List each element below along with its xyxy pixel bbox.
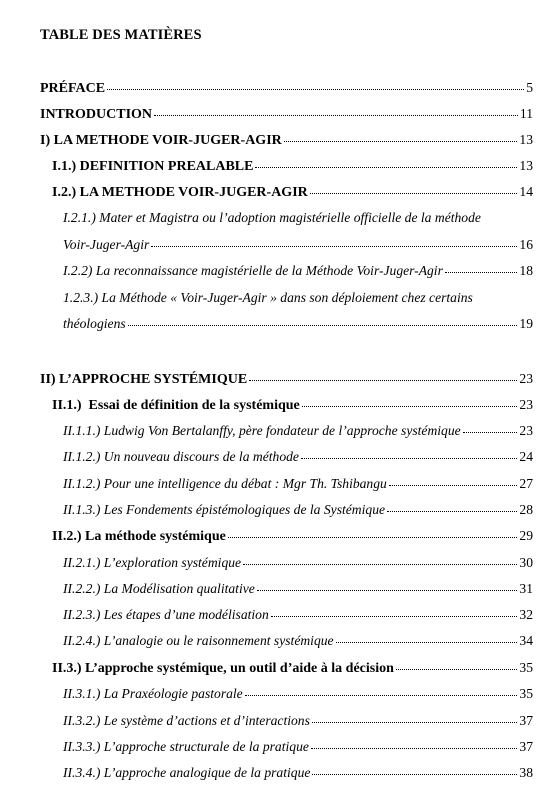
- toc-entry-1-2-3[interactable]: [63, 316, 533, 333]
- dot-leader: [463, 432, 518, 433]
- dot-leader: [389, 485, 518, 486]
- toc-page-number: 5: [526, 80, 533, 95]
- dot-leader: [151, 246, 517, 247]
- toc-page-number: 23: [519, 371, 533, 386]
- toc-page-number: 35: [519, 686, 533, 701]
- dot-leader: [312, 722, 518, 723]
- toc-label: Voir-Juger-Agir: [63, 237, 150, 252]
- toc-label: II.1.3.) Les Fondements épistémologiques de la Systémique: [63, 502, 386, 517]
- toc-label: I.2.) LA METHODE VOIR-JUGER-AGIR: [52, 185, 308, 200]
- toc-page-number: 27: [519, 476, 533, 491]
- toc-label: I) LA METHODE VOIR-JUGER-AGIR: [40, 133, 282, 148]
- toc-entry-1-2-2[interactable]: [63, 263, 533, 280]
- toc-label: II.1.2.) Pour une intelligence du débat : Mgr Th. Tshibangu: [63, 476, 387, 491]
- dot-leader: [245, 695, 518, 696]
- toc-label: II) L’APPROCHE SYSTÉMIQUE: [40, 372, 248, 387]
- toc-entry-section-2-2[interactable]: [52, 528, 533, 545]
- toc-page-number: 23: [519, 423, 533, 438]
- toc-entry-2-2-3[interactable]: [63, 607, 533, 624]
- toc-page-number: 18: [519, 263, 533, 278]
- dot-leader: [310, 193, 518, 194]
- toc-entry-1-2-1[interactable]: [63, 237, 533, 254]
- toc-entry-2-1-2[interactable]: [63, 449, 533, 466]
- toc-label: I.1.) DEFINITION PREALABLE: [52, 159, 254, 174]
- toc-page-number: 38: [519, 765, 533, 780]
- toc-page-number: 16: [519, 237, 533, 252]
- toc-entry-section-2-1[interactable]: [52, 397, 533, 414]
- toc-label: II.3.2.) Le système d’actions et d’interactions: [63, 713, 310, 728]
- dot-leader: [302, 406, 518, 407]
- toc-label: I.2.2) La reconnaissance magistérielle de la Méthode Voir-Juger-Agir: [63, 263, 443, 278]
- toc-label: II.3.3.) L’approche structurale de la pratique: [63, 739, 309, 754]
- dot-leader: [311, 748, 517, 749]
- toc-label: II.3.4.) L’approche analogique de la pratique: [63, 765, 311, 780]
- toc-label: II.2.3.) Les étapes d’une modélisation: [63, 607, 269, 622]
- toc-entry-2-3-2[interactable]: [63, 713, 533, 730]
- toc-entry-section-1-1[interactable]: [52, 158, 533, 175]
- toc-label: II.1.) Essai de définition de la systémique: [52, 398, 300, 413]
- toc-entry-section-2-3[interactable]: [52, 660, 533, 677]
- toc-page-number: 30: [519, 555, 533, 570]
- dot-leader: [301, 458, 517, 459]
- toc-page-number: 37: [519, 713, 533, 728]
- toc-entry-chapter-1[interactable]: [40, 132, 533, 149]
- dot-leader: [128, 325, 518, 326]
- dot-leader: [312, 774, 517, 775]
- toc-label: II.3.1.) La Praxéologie pastorale: [63, 686, 243, 701]
- toc-page-number: 11: [519, 106, 533, 121]
- dot-leader: [271, 616, 518, 617]
- toc-label: INTRODUCTION: [40, 107, 153, 122]
- toc-label: II.1.2.) Un nouveau discours de la méthode: [63, 449, 299, 464]
- dot-leader: [387, 511, 517, 512]
- dot-leader: [257, 590, 518, 591]
- toc-entry-2-1-1[interactable]: [63, 423, 533, 440]
- dot-leader: [228, 537, 518, 538]
- toc-entry-2-3-1[interactable]: [63, 686, 533, 703]
- toc-page-number: 31: [519, 581, 533, 596]
- page-title: TABLE DES MATIÈRES: [40, 27, 202, 43]
- toc-label: théologiens: [63, 316, 126, 331]
- toc-page-number: 34: [519, 633, 533, 648]
- toc-label: II.2.1.) L’exploration systémique: [63, 555, 242, 570]
- dot-leader: [107, 89, 524, 90]
- dot-leader: [249, 380, 517, 381]
- toc-entry-2-2-2[interactable]: [63, 581, 533, 598]
- toc-entry-2-1-2b[interactable]: [63, 476, 533, 493]
- toc-page-number: 24: [519, 449, 533, 464]
- toc-label: II.1.1.) Ludwig Von Bertalanffy, père fondateur de l’approche systémique: [63, 423, 461, 438]
- toc-label: II.3.) L’approche systémique, un outil d’aide à la décision: [52, 661, 394, 676]
- toc-entry-preface[interactable]: [40, 80, 533, 97]
- toc-page-number: 35: [519, 660, 533, 675]
- toc-entry-section-1-2[interactable]: [52, 184, 533, 201]
- toc-entry-2-2-1[interactable]: [63, 555, 533, 572]
- dot-leader: [445, 272, 518, 273]
- toc-label: II.2.2.) La Modélisation qualitative: [63, 581, 255, 596]
- toc-entry-1-2-3-line1[interactable]: 1.2.3.) La Méthode « Voir-Juger-Agir » dans son déploiement chez certains: [63, 290, 473, 305]
- dot-leader: [243, 564, 517, 565]
- toc-label: II.2.) La méthode systémique: [52, 529, 226, 544]
- dot-leader: [336, 642, 518, 643]
- toc-page-number: 14: [519, 184, 533, 199]
- dot-leader: [284, 141, 518, 142]
- dot-leader: [255, 167, 517, 168]
- toc-entry-2-1-3[interactable]: [63, 502, 533, 519]
- toc-label: PRÉFACE: [40, 81, 106, 96]
- toc-page-number: 29: [519, 528, 533, 543]
- toc-page-number: 13: [519, 158, 533, 173]
- toc-entry-2-3-4[interactable]: [63, 765, 533, 782]
- toc-entry-1-2-1-line1[interactable]: I.2.1.) Mater et Magistra ou l’adoption magistérielle officielle de la méthode: [63, 210, 481, 225]
- toc-entry-introduction[interactable]: [40, 106, 533, 123]
- toc-page-number: 23: [519, 397, 533, 412]
- toc-page-number: 19: [519, 316, 533, 331]
- toc-page-number: 32: [519, 607, 533, 622]
- toc-entry-2-2-4[interactable]: [63, 633, 533, 650]
- toc-entry-chapter-2[interactable]: [40, 371, 533, 388]
- toc-label: II.2.4.) L’analogie ou le raisonnement systémique: [63, 633, 334, 648]
- toc-page-number: 13: [519, 132, 533, 147]
- dot-leader: [396, 669, 518, 670]
- dot-leader: [154, 115, 518, 116]
- toc-page-number: 28: [519, 502, 533, 517]
- toc-page-number: 37: [519, 739, 533, 754]
- toc-entry-2-3-3[interactable]: [63, 739, 533, 756]
